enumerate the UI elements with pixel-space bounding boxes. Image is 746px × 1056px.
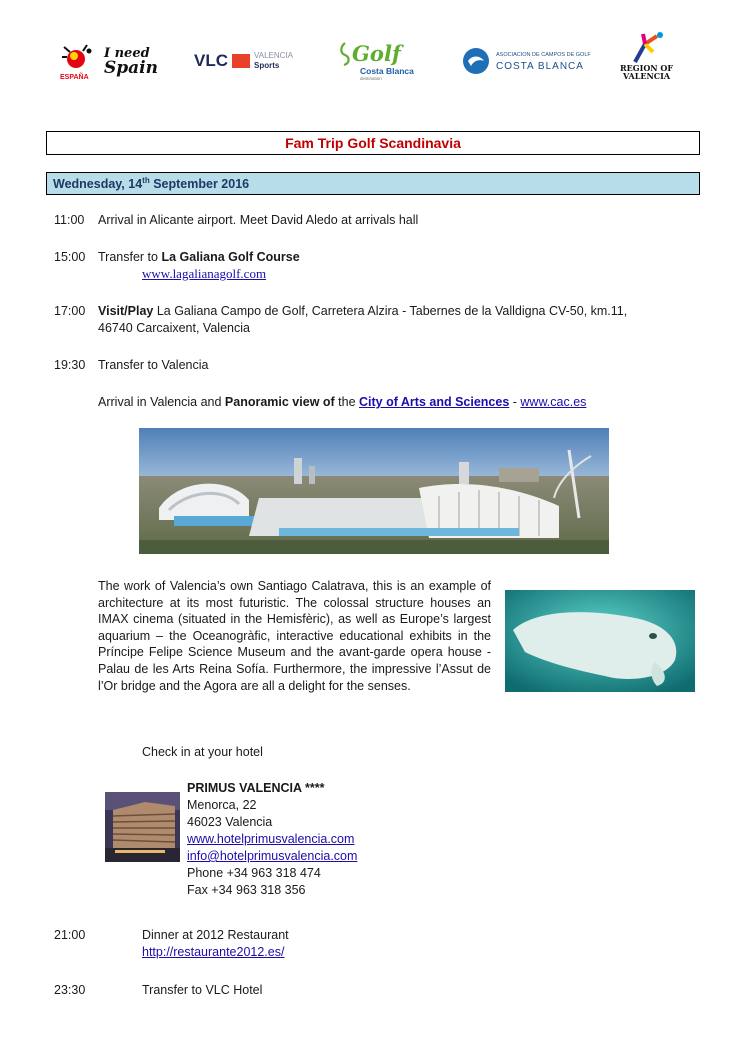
date-heading [47,176,249,191]
item-1100 [54,212,418,229]
region-line1: REGION OF [620,63,674,73]
item-time: 17:00 [54,304,86,318]
item-1500 [54,249,300,266]
hotel-email-link[interactable]: info@hotelprimusvalencia.com [187,849,358,863]
visit-play-label: Visit/Play [98,304,154,318]
golf-course-name: La Galiana Golf Course [161,250,300,264]
asociacion-line2: COSTA BLANCA [496,61,584,72]
asociacion-line1: ASOCIACION DE CAMPOS DE GOLF [496,52,591,58]
logo-spain [60,36,158,86]
region-line2: VALENCIA [622,71,671,81]
hotel-details [187,780,357,899]
item-1930 [54,357,208,374]
region-emblem-icon [627,30,667,64]
hotel-web-link[interactable]: www.hotelprimusvalencia.com [187,832,355,846]
hotel-fax: Fax +34 963 318 356 [187,883,306,897]
transfer-hotel-text: Transfer to VLC Hotel [142,983,263,997]
item-time: 11:00 [54,213,85,227]
checkin-text: Check in at your hotel [142,745,263,759]
golf-text: Golf [352,41,401,66]
vlc-sub-b: Sports [254,61,280,70]
logo-vlc [194,36,293,86]
item-time-2330: 23:30 [54,983,86,997]
item-text-line2: 46740 Carcaixent, Valencia [98,321,250,335]
item-text: Arrival in Alicante airport. Meet David Aledo at arrivals hall [98,213,419,227]
description-paragraph: The work of Valencia’s own Santiago Calatrava, this is an example of architecture at its most futuristic. The colossal structure houses an IMAX cinema (situated in the Hemisfèric), as well as Europe’s largest aquarium – the Oceanogràfic, interactive educational exhibits in the Príncipe Felipe Science Museum and the avant-garde opera house - Palau de les Arts Reina Sofía. Furthermore, the impressive l’Assut de l’Or bridge and the Agora are all a delight for the senses. [98,579,491,693]
date-suffix: September 2016 [149,177,250,192]
logo-asociacion [462,36,591,86]
asociacion-emblem-icon [462,47,490,75]
hotel-address1: Menorca, 22 [187,798,257,812]
vlc-sub-a: VALENCIA [254,51,293,60]
date-prefix: Wednesday, 14 [53,177,143,192]
item-text: Transfer to [98,250,162,264]
logo-region [620,30,673,86]
page-title: Fam Trip Golf Scandinavia [285,135,461,151]
golf-course-link[interactable]: www.lagalianagolf.com [142,266,267,281]
arrival-text-b: the [334,395,360,409]
vlc-text: VLC [194,51,228,70]
panoramic-label: Panoramic view of [224,395,335,409]
title-box [46,131,700,155]
golf-sub-a: Costa Blanca [360,65,414,76]
hotel-image [105,792,180,862]
spain-text-a: I need [104,46,150,61]
vlc-square-icon [232,54,250,68]
cac-name-link[interactable]: City of Arts and Sciences [359,395,510,409]
golf-flag-icon [338,41,352,67]
cac-url-link[interactable]: www.cac.es [520,395,587,409]
golf-sub-b: destination [360,75,382,81]
item-time-2100: 21:00 [54,928,86,942]
arrival-line [98,394,586,411]
hotel-name: PRIMUS VALENCIA **** [187,781,325,795]
date-sup: th [142,175,150,185]
beluga-image [505,590,695,692]
spain-text-b: Spain [104,58,158,78]
item-text: La Galiana Campo de Golf, Carretera Alzira - Tabernes de la Valldigna CV-50, km.11, [153,304,628,318]
restaurant-link[interactable]: http://restaurante2012.es/ [142,945,285,959]
panorama-image [139,428,609,554]
item-time: 19:30 [54,358,86,372]
item-1700 [54,303,694,320]
logo-golf [338,36,414,86]
hotel-phone: Phone +34 963 318 474 [187,866,321,880]
item-time: 15:00 [54,250,86,264]
spain-small-text: ESPAÑA [60,74,89,81]
date-bar [46,172,700,195]
arrival-text: Arrival in Valencia and [98,395,225,409]
arrival-sep: - [509,395,521,409]
item-text: Transfer to Valencia [98,358,209,372]
dinner-text: Dinner at 2012 Restaurant [142,928,289,942]
hotel-address2: 46023 Valencia [187,815,273,829]
